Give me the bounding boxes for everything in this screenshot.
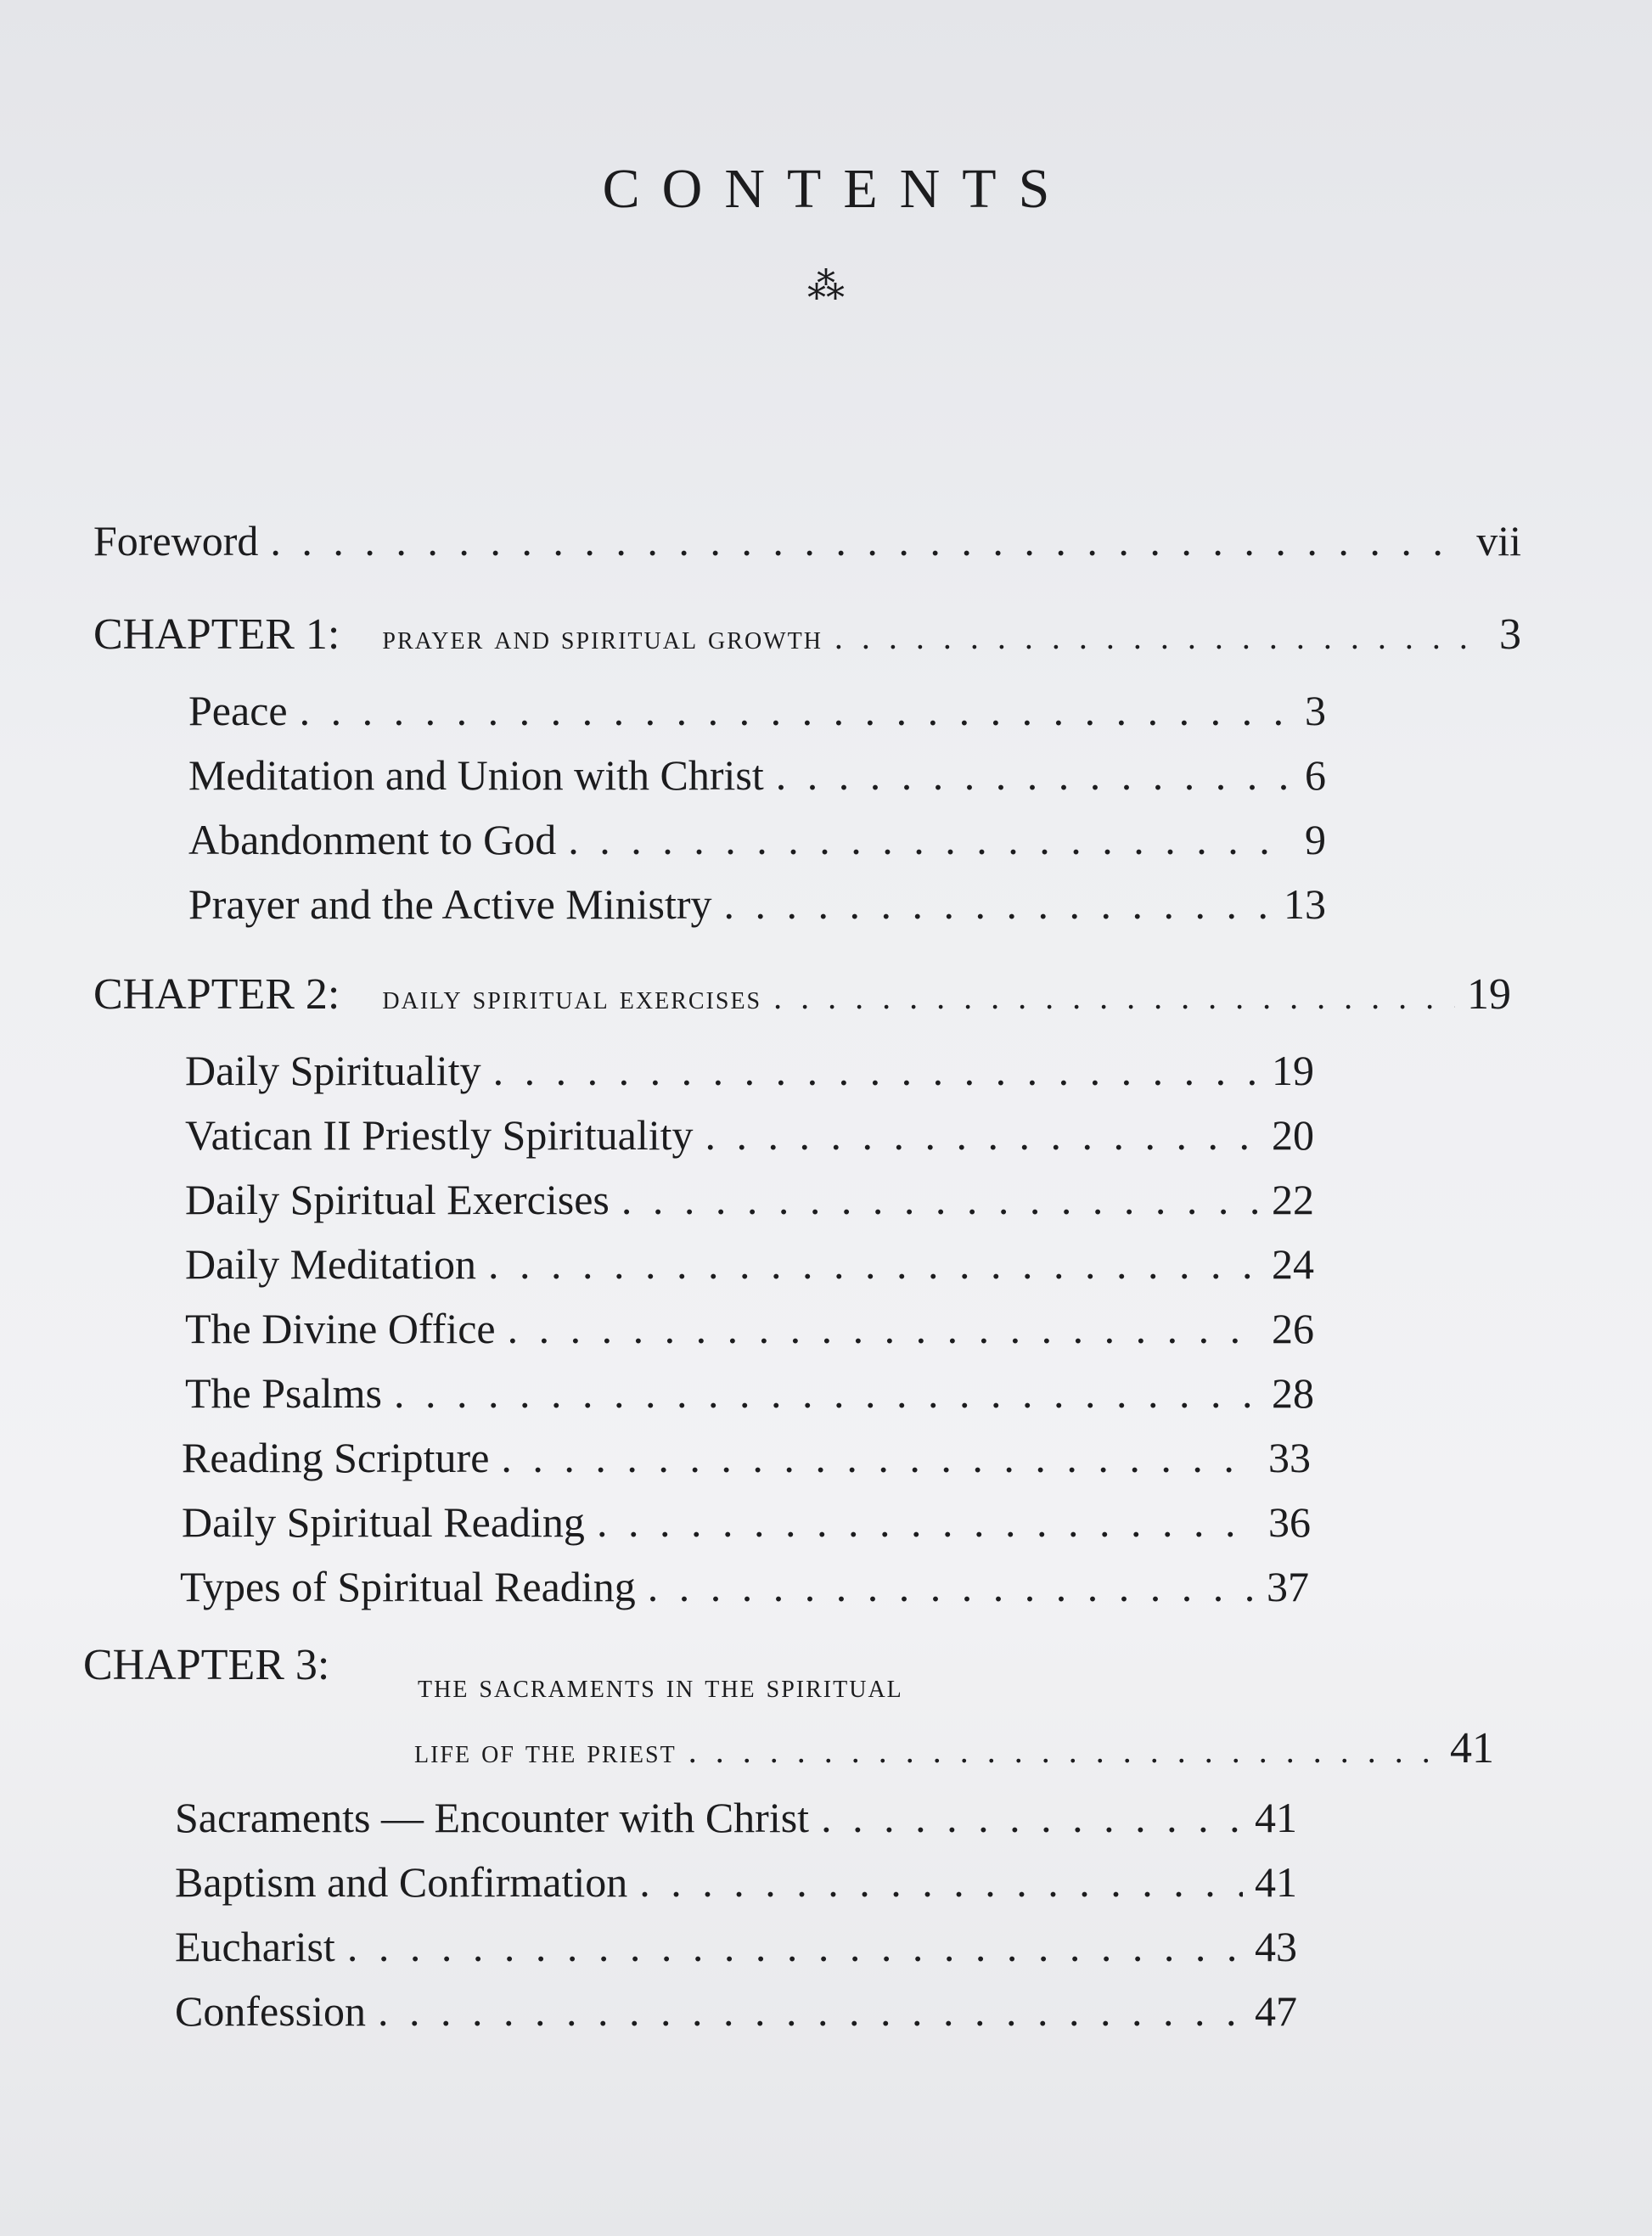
chapter-number: CHAPTER 1: xyxy=(93,610,340,659)
toc-entry-page: 33 xyxy=(1268,1434,1311,1481)
chapter-title: prayer and spiritual growth xyxy=(382,618,823,656)
toc-entry-page: 37 xyxy=(1267,1563,1309,1610)
page-title: CONTENTS xyxy=(602,158,1072,220)
asterism-ornament: ⁂ xyxy=(807,266,845,307)
leader-dots xyxy=(394,1368,1260,1418)
chapter-number: CHAPTER 3: xyxy=(83,1641,330,1689)
toc-entry[interactable] xyxy=(188,879,1326,929)
toc-entry-page: 9 xyxy=(1305,816,1326,863)
chapter-heading[interactable] xyxy=(414,1723,1494,1773)
leader-dots xyxy=(597,1497,1256,1547)
toc-entry-label: Peace xyxy=(188,687,288,734)
leader-dots xyxy=(724,879,1272,929)
toc-entry-label: Abandonment to God xyxy=(188,816,557,863)
toc-entry-label: Daily Spiritual Exercises xyxy=(185,1176,610,1223)
toc-entry-label: Daily Spirituality xyxy=(185,1047,481,1094)
leader-dots xyxy=(776,750,1293,800)
toc-entry-label: Daily Meditation xyxy=(185,1240,476,1288)
chapter-heading[interactable] xyxy=(93,610,1521,660)
toc-entry-label: The Divine Office xyxy=(185,1305,496,1352)
toc-entry-page: 24 xyxy=(1272,1240,1314,1288)
chapter-title: daily spiritual exercises xyxy=(382,978,762,1016)
toc-entry-page: 13 xyxy=(1284,880,1326,928)
toc-entry-page: 41 xyxy=(1255,1794,1297,1841)
chapter-number: CHAPTER 2: xyxy=(93,970,340,1019)
chapter-page: 41 xyxy=(1450,1724,1494,1773)
toc-entry-label: Daily Spiritual Reading xyxy=(182,1498,585,1546)
toc-entry-label: The Psalms xyxy=(185,1369,382,1417)
leader-dots xyxy=(270,516,1464,565)
toc-entry-label: Meditation and Union with Christ xyxy=(188,751,764,799)
toc-entry-label: Confession xyxy=(175,1987,366,2035)
toc-entry[interactable] xyxy=(185,1368,1314,1418)
toc-entry[interactable] xyxy=(175,1922,1297,1971)
toc-entry-label: Foreword xyxy=(93,517,259,565)
toc-entry[interactable] xyxy=(185,1239,1314,1289)
toc-entry-label: Reading Scripture xyxy=(182,1434,490,1481)
toc-entry-page: 26 xyxy=(1272,1305,1314,1352)
leader-dots xyxy=(834,617,1487,657)
chapter-heading[interactable] xyxy=(93,969,1511,1020)
leader-dots xyxy=(300,686,1293,735)
toc-entry-page: 19 xyxy=(1272,1047,1314,1094)
toc-entry-page: 28 xyxy=(1272,1369,1314,1417)
chapter-page: 3 xyxy=(1499,610,1521,659)
toc-entry[interactable] xyxy=(185,1110,1314,1160)
toc-entry[interactable] xyxy=(180,1562,1309,1611)
leader-dots xyxy=(773,977,1455,1017)
leader-dots xyxy=(568,815,1293,864)
chapter-label xyxy=(93,969,761,1020)
leader-dots xyxy=(508,1304,1260,1353)
leader-dots xyxy=(501,1433,1256,1482)
toc-entry-label: Sacraments — Encounter with Christ xyxy=(175,1794,810,1841)
toc-entry-page: 22 xyxy=(1272,1176,1314,1223)
toc-entry-label: Types of Spiritual Reading xyxy=(180,1563,636,1610)
toc-entry-page: vii xyxy=(1476,517,1521,565)
toc-entry[interactable] xyxy=(188,815,1326,864)
toc-entry-label: Vatican II Priestly Spirituality xyxy=(185,1111,694,1159)
chapter-label xyxy=(93,610,823,660)
toc-entry[interactable] xyxy=(185,1304,1314,1353)
leader-dots xyxy=(378,1986,1243,2036)
toc-entry[interactable] xyxy=(185,1046,1314,1095)
leader-dots xyxy=(688,1731,1438,1771)
toc-entry-page: 6 xyxy=(1305,751,1326,799)
toc-entry[interactable] xyxy=(188,686,1326,735)
toc-entry[interactable] xyxy=(182,1433,1311,1482)
toc-entry-foreword[interactable] xyxy=(93,516,1521,565)
leader-dots xyxy=(621,1175,1260,1224)
leader-dots xyxy=(347,1922,1243,1971)
toc-entry-page: 43 xyxy=(1255,1923,1297,1970)
leader-dots xyxy=(493,1046,1260,1095)
leader-dots xyxy=(639,1857,1243,1907)
leader-dots xyxy=(705,1110,1260,1160)
toc-entry[interactable] xyxy=(175,1793,1297,1842)
leader-dots xyxy=(821,1793,1243,1842)
toc-entry-page: 36 xyxy=(1268,1498,1311,1546)
chapter-title-line1: the sacraments in the spiritual xyxy=(418,1666,903,1705)
toc-entry-page: 3 xyxy=(1305,687,1326,734)
toc-entry-label: Prayer and the Active Ministry xyxy=(188,880,712,928)
toc-entry-page: 20 xyxy=(1272,1111,1314,1159)
toc-entry[interactable] xyxy=(188,750,1326,800)
leader-dots xyxy=(648,1562,1255,1611)
chapter-page: 19 xyxy=(1467,970,1511,1019)
toc-entry-page: 41 xyxy=(1255,1858,1297,1906)
toc-entry[interactable] xyxy=(175,1986,1297,2036)
toc-entry-label: Baptism and Confirmation xyxy=(175,1858,628,1906)
chapter-title-line2: life of the priest xyxy=(414,1732,677,1770)
toc-entry-label: Eucharist xyxy=(175,1923,335,1970)
leader-dots xyxy=(488,1239,1260,1289)
toc-entry-page: 47 xyxy=(1255,1987,1297,2035)
toc-entry[interactable] xyxy=(185,1175,1314,1224)
toc-entry[interactable] xyxy=(175,1857,1297,1907)
toc-entry[interactable] xyxy=(182,1497,1311,1547)
